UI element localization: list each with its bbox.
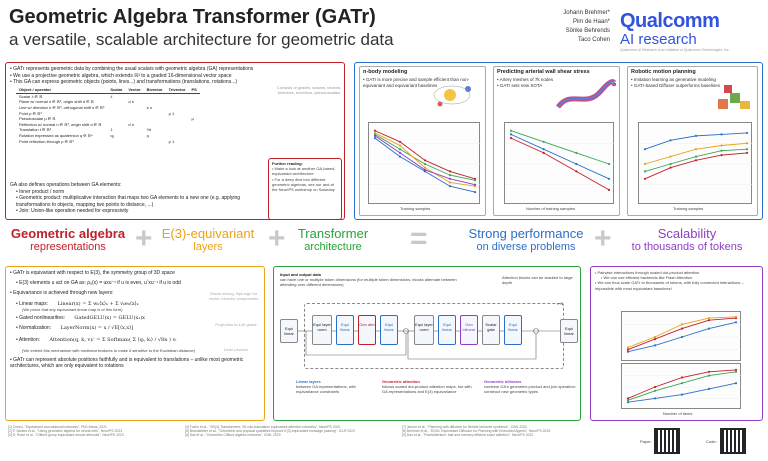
linear-maps-note: (We prove that any equivariant linear map is of this form)	[22, 307, 123, 312]
panel-title: n-body modeling	[363, 69, 408, 75]
scal-plot-bottom	[621, 363, 741, 409]
series-point	[374, 130, 376, 132]
series-point	[399, 156, 401, 158]
ga-bullet: • This GA can express geometric objects (points, lines...) and transformations (translations, rotations...)	[10, 79, 238, 85]
series-point	[510, 130, 512, 132]
ga-side-note: Consists of grades: scalars, vectors, bivectors, trivectors, pseudoscalars	[276, 85, 342, 96]
series-point	[720, 133, 722, 135]
table-header: Object / operator	[16, 87, 107, 93]
series-point	[681, 394, 683, 396]
series-point	[374, 135, 376, 137]
table-header: Bivector	[144, 87, 166, 93]
series-point	[399, 144, 401, 146]
series-point	[654, 397, 656, 399]
series-point	[669, 163, 671, 165]
panel-artery	[493, 66, 620, 216]
ga-op-bullet: • Inner product / norm	[16, 188, 65, 195]
author: Taco Cohen	[577, 37, 610, 43]
series-line	[375, 134, 475, 180]
equals-sign: =	[410, 222, 428, 255]
series-point	[681, 382, 683, 384]
linear-layers-note: Linear layers between GA representations, with equivariance constraints	[296, 379, 356, 395]
ga-op-bullet: • Geometric product: multiplicative interaction that maps two GA elements to a new one (e.g. applying transformations to objects, mapping two points to distance, ...)	[16, 195, 241, 208]
series-point	[399, 141, 401, 143]
logo-sub-text: AI research	[620, 31, 697, 48]
equi-linear-block: Equi linear	[438, 315, 456, 345]
series-point	[424, 167, 426, 169]
orbit-icon	[430, 79, 480, 111]
further-reading-item: • Make a look at another GA-based, equivariant architecture	[272, 166, 336, 177]
series-point	[449, 185, 451, 187]
band-ga: Geometric algebra representations	[10, 226, 126, 253]
series-point	[608, 178, 610, 180]
series-point	[746, 142, 748, 144]
series-point	[720, 154, 722, 156]
series-point	[627, 397, 629, 399]
series-point	[399, 152, 401, 154]
series-point	[735, 316, 737, 318]
scal-chart-top	[622, 312, 742, 362]
paper-qr-code[interactable]	[654, 428, 680, 454]
scal-chart-bottom	[622, 364, 742, 410]
series-point	[449, 170, 451, 172]
logo-main-text: Qualcomm	[620, 10, 720, 32]
nbody-chart	[369, 123, 481, 205]
series-point	[708, 319, 710, 321]
series-point	[654, 338, 656, 340]
series-point	[735, 382, 737, 384]
ga-box	[5, 62, 345, 220]
arch-arrows	[274, 267, 582, 422]
series-point	[575, 163, 577, 165]
logo-note: Qualcomm AI Research is an initiative of Qualcomm Technologies, Inc.	[620, 48, 730, 52]
series-point	[669, 167, 671, 169]
series-point	[695, 156, 697, 158]
attention-note: (We extend this mechanism with nonlinear features to make it sensitive to the Euclidean distance)	[22, 347, 195, 353]
artery-chart	[505, 123, 615, 205]
series-point	[644, 170, 646, 172]
ga-op-bullet: • Join: Union-like operation needed for expressivity	[16, 208, 129, 214]
norm-row: • Normalization: LayerNorm(x) = x / √E[⟨x,x⟩]	[16, 324, 134, 331]
series-point	[474, 191, 476, 193]
geo-attention-block: Geo attn	[358, 315, 376, 345]
plus-sign: +	[135, 222, 153, 255]
attention-row: • Attention: Attention(q, k, v)ᵢ' = Σ Softmaxᵢ( Σ ⟨qᵢ, kᵢ⟩ / √8n ) vᵢ	[16, 337, 177, 344]
series-line	[511, 134, 609, 178]
ga-bullet: • We use a projective geometric algebra, which extends ℝ³ to a graded 16-dimensional vector space	[10, 72, 232, 79]
author-list	[548, 9, 610, 45]
references-middle: [4] Fuchs et al., "SE(3)-Transformers: 3D roto-translation equivariant attention networks", NeurIPS 2020 [5] Brandstetter et al., "Geometric and physical quantities improve E(3) equivariant message passing", ICLR 2022 [6] Suk et al., "Geometric Clifford algebra networks", ICML 2023	[185, 425, 355, 438]
panel-bullet: • GATr sets new SOTA	[497, 82, 543, 88]
table-header: Vector	[125, 87, 143, 93]
series-point	[695, 148, 697, 150]
scalability-box	[590, 266, 763, 421]
equiv-side-note: Grade mixing, flips sign for vector, bivector components	[208, 291, 259, 302]
equiv-side-note: Inner product	[224, 347, 248, 352]
series-point	[681, 336, 683, 338]
series-point	[449, 178, 451, 180]
series-point	[374, 132, 376, 134]
further-reading-title: Further reading:	[272, 161, 303, 166]
series-point	[720, 150, 722, 152]
equiv-bullet: • GATr can represent absolute positions faithfully and is equivalent to translations – unlike most geometric architectures, which are only equivalent to rotations	[10, 356, 244, 370]
series-line	[628, 372, 736, 401]
table-row: Pseudoscalar μ ∈ ℝ μ	[19, 116, 194, 122]
x-axis-label: Number of training samples	[526, 206, 575, 211]
series-point	[681, 376, 683, 378]
series-point	[627, 346, 629, 348]
series-point	[708, 388, 710, 390]
series-point	[681, 328, 683, 330]
equi-linear-block: Equi linear	[336, 315, 354, 345]
further-reading-box	[268, 158, 342, 220]
band-scalability: Scalability to thousands of tokens	[631, 226, 743, 253]
blocks-icon	[714, 79, 754, 113]
panel-bullet: • Artery meshes of 7k nodes	[497, 77, 554, 82]
equi-linear-block: Equi linear	[280, 319, 298, 343]
series-point	[708, 317, 710, 319]
series-point	[669, 156, 671, 158]
series-point	[695, 135, 697, 137]
plus-sign: +	[594, 222, 612, 255]
series-point	[627, 351, 629, 353]
table-row: Point reflection through p ∈ ℝ³ p 1	[19, 138, 175, 144]
equi-layer-norm-block: Equi layer norm	[312, 315, 332, 345]
equiv-side-note: Projection to k-th grade	[215, 322, 257, 327]
panel-title: Robotic motion planning	[631, 69, 696, 75]
geo-bilinear-block: Geo bilinear	[460, 315, 478, 345]
table-row: Point p ∈ ℝ³ p 1	[19, 110, 175, 116]
series-point	[374, 137, 376, 139]
table-row: Line w/ direction n ∈ ℝ³, orthogonal shift s ∈ ℝ³ s n	[19, 105, 152, 111]
series-point	[654, 390, 656, 392]
scal-bullet: • We can use efficient backends like Flash Attention	[601, 275, 693, 281]
equivariance-box	[5, 266, 265, 421]
table-row: Translation t ∈ ℝ³ 1 ½t	[19, 127, 152, 133]
author: Pim de Haan*	[572, 19, 610, 25]
further-reading-item: • For a deep dive into different geometric algebras, see our and at the NeurIPS workshop on Saturday	[272, 176, 335, 193]
series-point	[746, 132, 748, 134]
series-point	[669, 139, 671, 141]
author: Johann Brehmer*	[563, 10, 610, 16]
series-point	[735, 321, 737, 323]
series-point	[575, 170, 577, 172]
panel-title: Predicting arterial wall shear stress	[497, 69, 590, 75]
poster-subtitle: a versatile, scalable architecture for geometric data	[9, 30, 394, 49]
qualcomm-logo	[620, 10, 730, 52]
equi-layer-norm-block: Equi layer norm	[414, 315, 434, 345]
table-header: Trivector	[166, 87, 189, 93]
robot-plot	[638, 122, 752, 204]
artery-illustration	[556, 79, 616, 113]
series-point	[543, 141, 545, 143]
series-point	[399, 148, 401, 150]
series-point	[543, 152, 545, 154]
series-point	[644, 163, 646, 165]
series-point	[627, 349, 629, 351]
series-point	[424, 169, 426, 171]
series-point	[627, 401, 629, 403]
author: Sönke Behrends	[565, 28, 610, 34]
code-label: Code:	[706, 439, 717, 444]
series-point	[644, 178, 646, 180]
series-point	[627, 399, 629, 401]
series-point	[449, 181, 451, 183]
panel-bullet: • Imitation learning as generative modeling	[631, 77, 716, 82]
series-point	[510, 137, 512, 139]
panel-bullet: • GATr-based Diffuser outperforms baselines	[631, 82, 721, 88]
series-point	[608, 163, 610, 165]
series-point	[474, 179, 476, 181]
series-point	[474, 184, 476, 186]
series-point	[543, 148, 545, 150]
results-box	[354, 62, 763, 220]
io-title: Input and output data	[280, 272, 321, 277]
series-line	[511, 131, 609, 164]
repeat-count: × N	[557, 301, 564, 306]
geo-attention-note: Geometric attention follows scaled dot-product attention maps, but with GA representations and E(3) equivariance	[382, 379, 472, 395]
ga-op-bullet: GA also defines operations between GA elements:	[10, 182, 122, 188]
panel-bullet: • GATr is more precise and sample efficient than non-equivariant and equivariant baselines	[363, 77, 470, 88]
x-axis-label: Training samples	[400, 206, 431, 211]
robot-chart	[639, 123, 753, 205]
equiv-bullet: • GATr is equivariant with respect to E(3), the symmetry group of 3D space	[10, 270, 175, 276]
series-point	[708, 328, 710, 330]
series-point	[654, 336, 656, 338]
band-equivariant: E(3)-equivariant layers	[161, 226, 255, 253]
x-axis-label: Number of items	[663, 411, 693, 416]
artery-plot	[504, 122, 614, 204]
paper-label: Paper:	[640, 439, 652, 444]
poster-title: Geometric Algebra Transformer (GATr)	[9, 6, 376, 28]
gated-row: • Gated nonlinearities: GatedGELU(x) = GELU(x₁)x	[16, 315, 145, 322]
table-header: Scalar	[107, 87, 125, 93]
linear-maps-row: • Linear maps: Linear(x) = Σ wₖ⟨x⟩ₖ + Σ vₖe₀⟨x⟩ₖ	[16, 300, 139, 307]
series-point	[695, 159, 697, 161]
panel-robot	[627, 66, 758, 216]
series-point	[654, 386, 656, 388]
stack-note: Attention blocks can be stacked to large depth	[502, 275, 573, 286]
table-row: Plane w/ normal n ∈ ℝ³, origin shift d ∈ ℝ d n	[19, 99, 134, 105]
series-point	[424, 159, 426, 161]
artery-icon	[556, 79, 616, 113]
table-header: PS	[189, 87, 200, 93]
geo-bilinear-note: Geometric bilinears combine GA's geometric product and join operation: construct new geometric types	[484, 379, 576, 395]
series-point	[608, 189, 610, 191]
series-point	[424, 163, 426, 165]
equiv-bullet: • Equivariance is achieved through new layers:	[10, 290, 114, 296]
ga-object-table	[16, 87, 200, 144]
nbody-illustration	[430, 79, 480, 111]
panel-nbody	[359, 66, 486, 216]
robot-illustration	[714, 79, 754, 113]
table-row: Rotation expressed as quaternion q ∈ ℝ⁴ q₀ q	[19, 133, 149, 139]
series-point	[720, 144, 722, 146]
series-point	[510, 133, 512, 135]
x-axis-label: Training samples	[673, 206, 704, 211]
table-row: Reflection w/ normal n ∈ ℝ³, origin shift d ∈ ℝ d n	[19, 121, 134, 127]
io-text: can have one or multiple token dimensions (for multiple token dimensions, blocks alternate between attending over different dimensions)	[280, 277, 457, 288]
series-point	[735, 371, 737, 373]
scal-plot-top	[621, 311, 741, 361]
series-point	[681, 323, 683, 325]
band-transformer: Transformer architecture	[297, 226, 369, 253]
equiv-bullet: • E(3) elements u act on GA as: ρᵤ(x) = uxu⁻¹ if u is even, uˆxu⁻¹ if u is odd	[16, 279, 181, 286]
series-point	[708, 371, 710, 373]
equi-linear-block: Equi linear	[560, 319, 578, 343]
scal-bullet: • Pairwise interactions through scaled dot-product attention	[595, 270, 700, 275]
series-line	[628, 318, 736, 350]
scalar-gate-block: Scalar gate	[482, 315, 500, 345]
nbody-plot	[368, 122, 480, 204]
table-row: Scalar λ ∈ ℝ λ	[19, 93, 113, 99]
series-point	[654, 344, 656, 346]
code-qr-code[interactable]	[720, 428, 746, 454]
series-line	[628, 383, 736, 402]
series-point	[746, 148, 748, 150]
series-point	[449, 174, 451, 176]
equi-linear-block: Equi linear	[380, 315, 398, 345]
plus-sign: +	[268, 222, 286, 255]
references-right: [7] Janner et al., "Planning with diffusion for flexible behavior synthesis", ICML 2022 [8] Brehmer et al., "EDGI: Equivariant Diffusion for Planning with Embodied Agents", NeurIPS 2023 [9] Dao et al., "FlashAttention: fast and memory-efficient exact attention", NeurIPS 2022	[402, 425, 551, 438]
series-point	[644, 148, 646, 150]
architecture-box	[273, 266, 581, 421]
series-point	[708, 375, 710, 377]
series-point	[735, 369, 737, 371]
equi-linear-block: Equi linear	[504, 315, 522, 345]
scal-bullet: • We can thus scale GATr to thousands of tokens, with fully connected interactions – impossible with most equivariant baselines!	[595, 280, 744, 291]
ga-bullet: • GATr represents geometric data by combining the usual scalars with geometric algebra (GA) representations	[10, 66, 254, 72]
references-left: [1] Cohen, "Equivariant convolutional networks", PhD thesis, 2021 [2] P. Santos et al., "Using geometric algebra for neural nets", NeurIPS 2023 [3] D. Ruhe et al., "Clifford group equivariant neural networks", NeurIPS 2023	[8, 425, 124, 438]
series-point	[746, 152, 748, 154]
series-point	[575, 152, 577, 154]
band-performance: Strong performance on diverse problems	[468, 226, 584, 253]
